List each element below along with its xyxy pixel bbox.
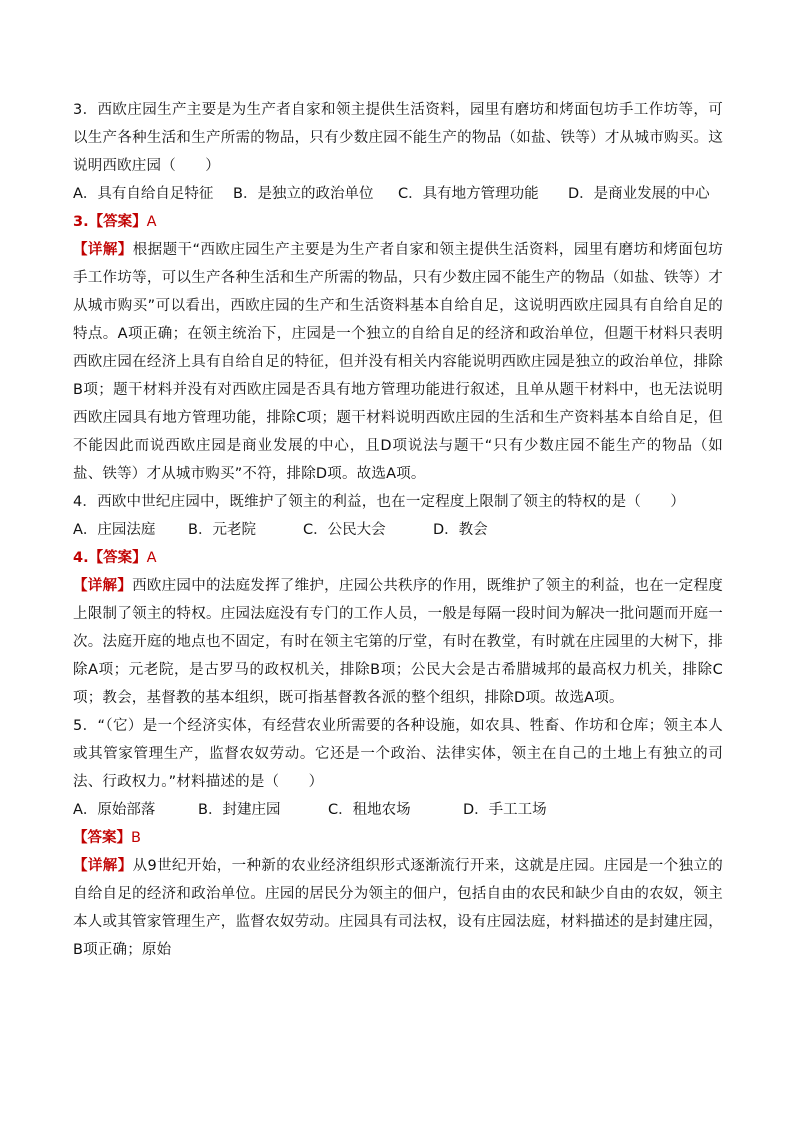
question-3-answer [73, 208, 723, 236]
question-5-stem: 5．“（它）是一个经济实体，有经营农业所需要的各种设施，如农具、牲畜、作坊和仓库；领主本人或其管家管理生产，监督农奴劳动。它还是一个政治、法律实体，领主在自己的土地上有独立的司法、行政权力。”材料描述的是（ ） [73, 718, 723, 790]
detail-text: 根据题干“西欧庄园生产主要是为生产者自家和领主提供生活资料，园里有磨坊和烤面包坊手工作坊等，可以生产各种生活和生产所需的物品，只有少数庄园不能生产的物品（如盐、铁等）才从城市购买”可以看出，西欧庄园的生产和生活资料基本自给自足，这说明西欧庄园具有自给自足的特点。A项正确；在领主统治下，庄园是一个独立的自给自足的经济和政治单位，但题干材料只表明西欧庄园在经济上具有自给自足的特征，但并没有相关内容能说明西欧庄园是独立的政治单位，排除B项；题干材料并没有对西欧庄园是否具有地方管理功能进行叙述，且单从题干材料中，也无法说明西欧庄园具有地方管理功能，排除C项；题干材料说明西欧庄园的生活和生产资料基本自给自足，但不能因此而说西欧庄园是商业发展的中心，且D项说法与题干“只有少数庄园不能生产的物品（如盐、铁等）才从城市购买”不符，排除D项。故选A项。 [73, 242, 723, 482]
q4-option-d[interactable]: D．教会 [433, 522, 488, 538]
detail-label: 【详解】 [73, 858, 133, 874]
question-3-detail [73, 236, 723, 488]
detail-text: 从9世纪开始，一种新的农业经济组织形式逐渐流行开来，这就是庄园。庄园是一个独立的自给自足的经济和政治单位。庄园的居民分为领主的佃户，包括自由的农民和缺少自由的农奴，领主本人或其管家管理生产，监督农奴劳动。庄园具有司法权，设有庄园法庭，材料描述的是封建庄园，B项正确；原始 [73, 858, 723, 958]
answer-label: 【答案】 [73, 830, 131, 846]
answer-label: 3.【答案】 [73, 214, 147, 230]
question-4-options [73, 516, 723, 544]
answer-value: A [146, 550, 157, 566]
q3-option-c[interactable]: C．具有地方管理功能 [398, 186, 539, 202]
q3-option-a[interactable]: A．具有自给自足特征 [73, 186, 214, 202]
detail-label: 【详解】 [73, 578, 133, 594]
q4-option-a[interactable]: A．庄园法庭 [73, 522, 156, 538]
answer-value: B [131, 830, 141, 846]
q4-option-b[interactable]: B．元老院 [188, 522, 256, 538]
q5-option-b[interactable]: B．封建庄园 [198, 802, 281, 818]
question-3-stem: 3．西欧庄园生产主要是为生产者自家和领主提供生活资料，园里有磨坊和烤面包坊手工作坊等，可以生产各种生活和生产所需的物品，只有少数庄园不能生产的物品（如盐、铁等）才从城市购买。这说明西欧庄园（ ） [73, 102, 723, 174]
q3-option-d[interactable]: D．是商业发展的中心 [568, 186, 710, 202]
question-4-answer [73, 544, 723, 572]
question-3-options [73, 180, 723, 208]
q3-option-b[interactable]: B．是独立的政治单位 [233, 186, 374, 202]
question-5-detail [73, 852, 723, 964]
question-5-answer [73, 824, 723, 852]
document-page [73, 96, 723, 964]
question-4-stem: 4．西欧中世纪庄园中，既维护了领主的利益，也在一定程度上限制了领主的特权的是（ ） [73, 494, 686, 510]
q5-option-d[interactable]: D．手工工场 [463, 802, 547, 818]
detail-text: 西欧庄园中的法庭发挥了维护，庄园公共秩序的作用，既维护了领主的利益，也在一定程度上限制了领主的特权。庄园法庭没有专门的工作人员，一般是每隔一段时间为解决一批问题而开庭一次。法庭开庭的地点也不固定，有时在领主宅第的厅堂，有时在教堂，有时就在庄园里的大树下，排除A项；元老院，是古罗马的政权机关，排除B项；公民大会是古希腊城邦的最高权力机关，排除C项；教会，基督教的基本组织，既可指基督教各派的整个组织，排除D项。故选A项。 [73, 578, 723, 706]
question-4-detail [73, 572, 723, 712]
question-5-options [73, 796, 723, 824]
q4-option-c[interactable]: C．公民大会 [303, 522, 386, 538]
detail-label: 【详解】 [73, 242, 133, 258]
answer-value: A [146, 214, 157, 230]
q5-option-c[interactable]: C．租地农场 [328, 802, 411, 818]
q5-option-a[interactable]: A．原始部落 [73, 802, 156, 818]
answer-label: 4.【答案】 [73, 550, 147, 566]
